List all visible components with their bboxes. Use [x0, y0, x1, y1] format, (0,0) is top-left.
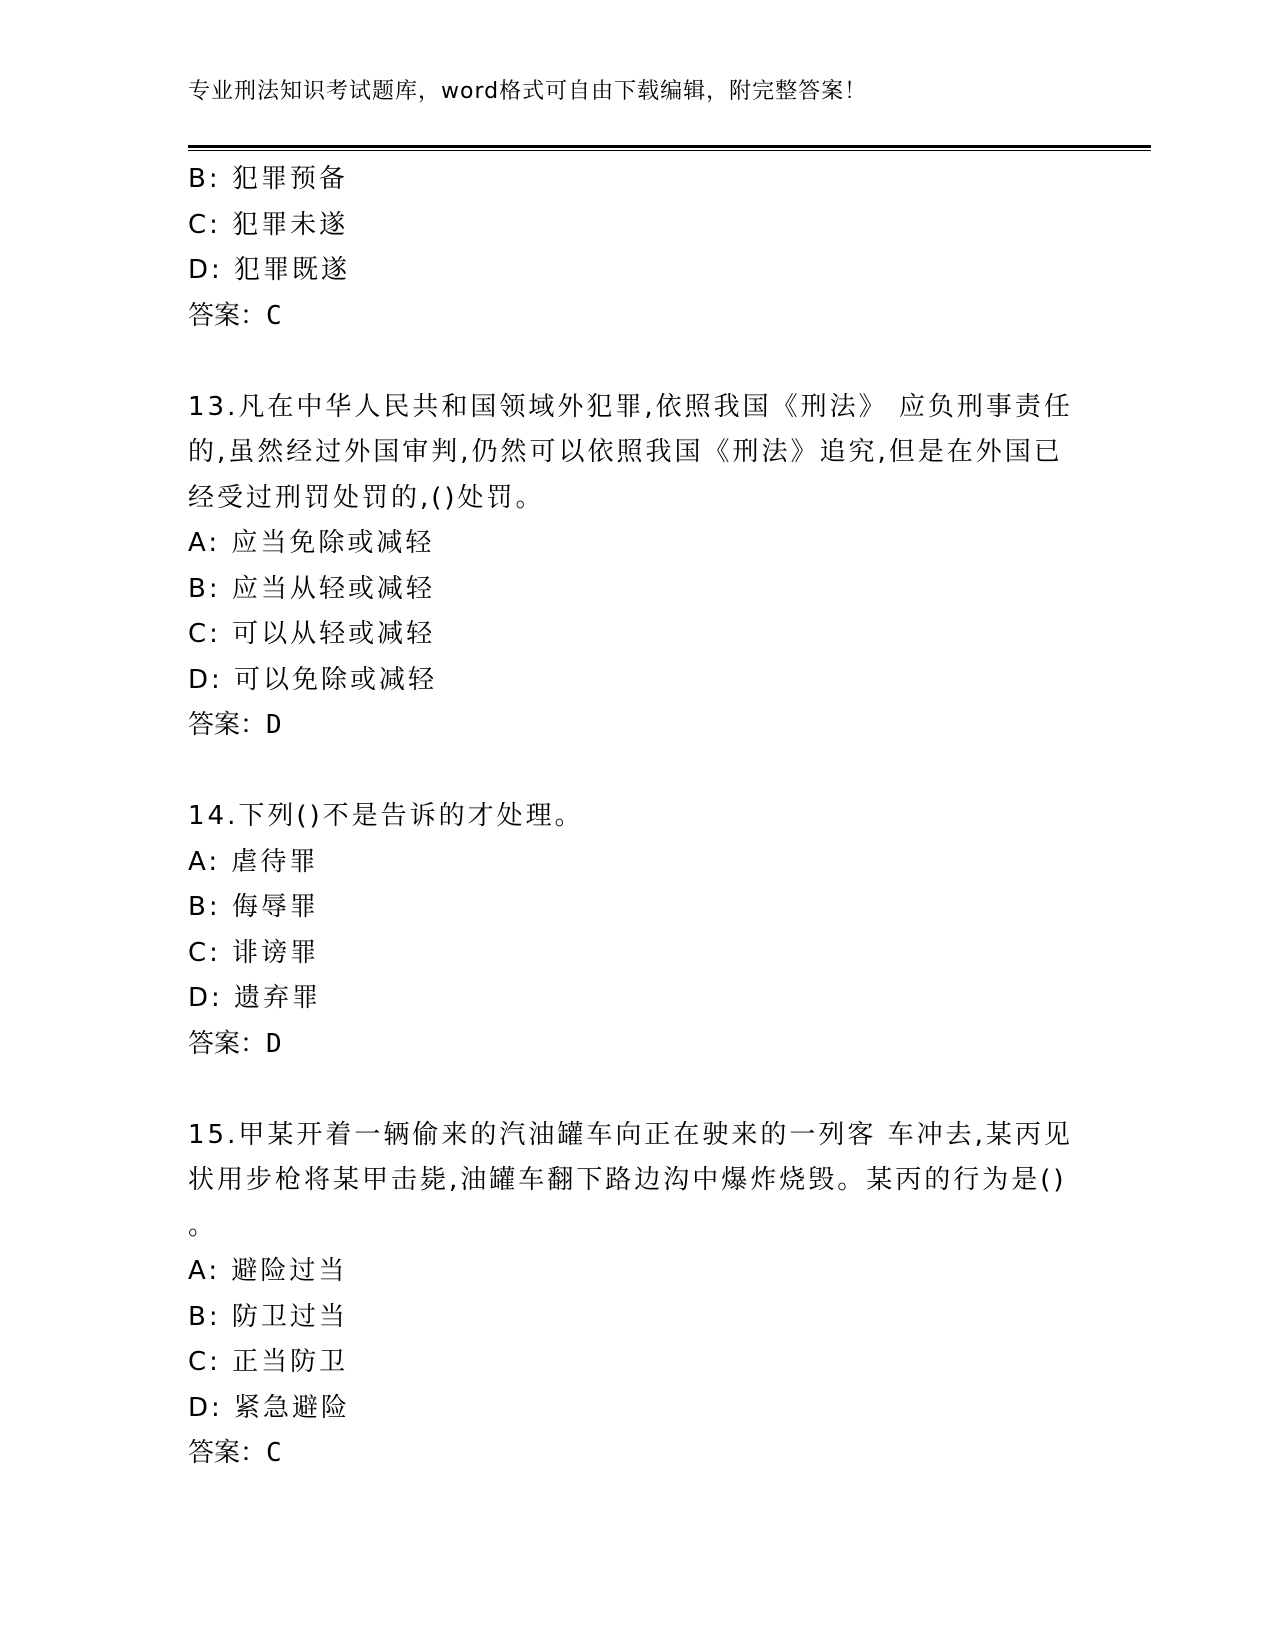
option-b: B: 犯罪预备 — [188, 164, 348, 194]
spacer — [188, 339, 1088, 385]
question-stem-line: 状用步枪将某甲击毙,油罐车翻下路边沟中爆炸烧毁。某丙的行为是() — [188, 1165, 1067, 1195]
option-b: B: 应当从轻或减轻 — [188, 573, 435, 604]
answer: 答案：D — [188, 1028, 282, 1059]
question-stem-line: 。 — [188, 1210, 218, 1241]
answer: 答案：C — [188, 300, 282, 331]
answer: 答案：C — [188, 1438, 282, 1468]
option-b: B: 侮辱罪 — [188, 892, 319, 922]
option-a: A: 虐待罪 — [188, 846, 319, 877]
question-12 — [188, 157, 1088, 339]
question-14 — [188, 794, 1088, 1067]
question-stem-line: 14.下列()不是告诉的才处理。 — [188, 801, 584, 831]
option-d: D: 遗弃罪 — [188, 983, 322, 1013]
spacer — [188, 749, 1088, 795]
question-stem-line: 15.甲某开着一辆偷来的汽油罐车向正在驶来的一列客 车冲去,某丙见 — [188, 1119, 1073, 1150]
option-a: A: 避险过当 — [188, 1256, 348, 1286]
question-15 — [188, 1113, 1088, 1477]
question-stem-line: 13.凡在中华人民共和国领域外犯罪,依照我国《刑法》 应负刑事责任 — [188, 391, 1073, 422]
option-c: C: 可以从轻或减轻 — [188, 619, 436, 649]
option-b: B: 防卫过当 — [188, 1301, 348, 1332]
question-stem-line: 经受过刑罚处罚的,()处罚。 — [188, 482, 545, 513]
spacer — [188, 1067, 1088, 1113]
option-c: C: 正当防卫 — [188, 1347, 349, 1377]
answer: 答案：D — [188, 710, 282, 740]
option-c: C: 诽谤罪 — [188, 937, 320, 968]
option-d: D: 紧急避险 — [188, 1392, 351, 1423]
question-13 — [188, 385, 1088, 749]
question-stem-line: 的,虽然经过外国审判,仍然可以依照我国《刑法》追究,但是在外国已 — [188, 437, 1063, 467]
option-a: A: 应当免除或减轻 — [188, 528, 435, 558]
header-rule-thick — [188, 145, 1151, 148]
option-d: D: 可以免除或减轻 — [188, 664, 438, 695]
header-rule-thin — [188, 150, 1151, 151]
page-header: 专业刑法知识考试题库，word格式可自由下载编辑，附完整答案！ — [188, 79, 868, 104]
question-list — [188, 157, 1088, 1477]
option-c: C: 犯罪未遂 — [188, 209, 349, 240]
option-d: D: 犯罪既遂 — [188, 255, 351, 285]
